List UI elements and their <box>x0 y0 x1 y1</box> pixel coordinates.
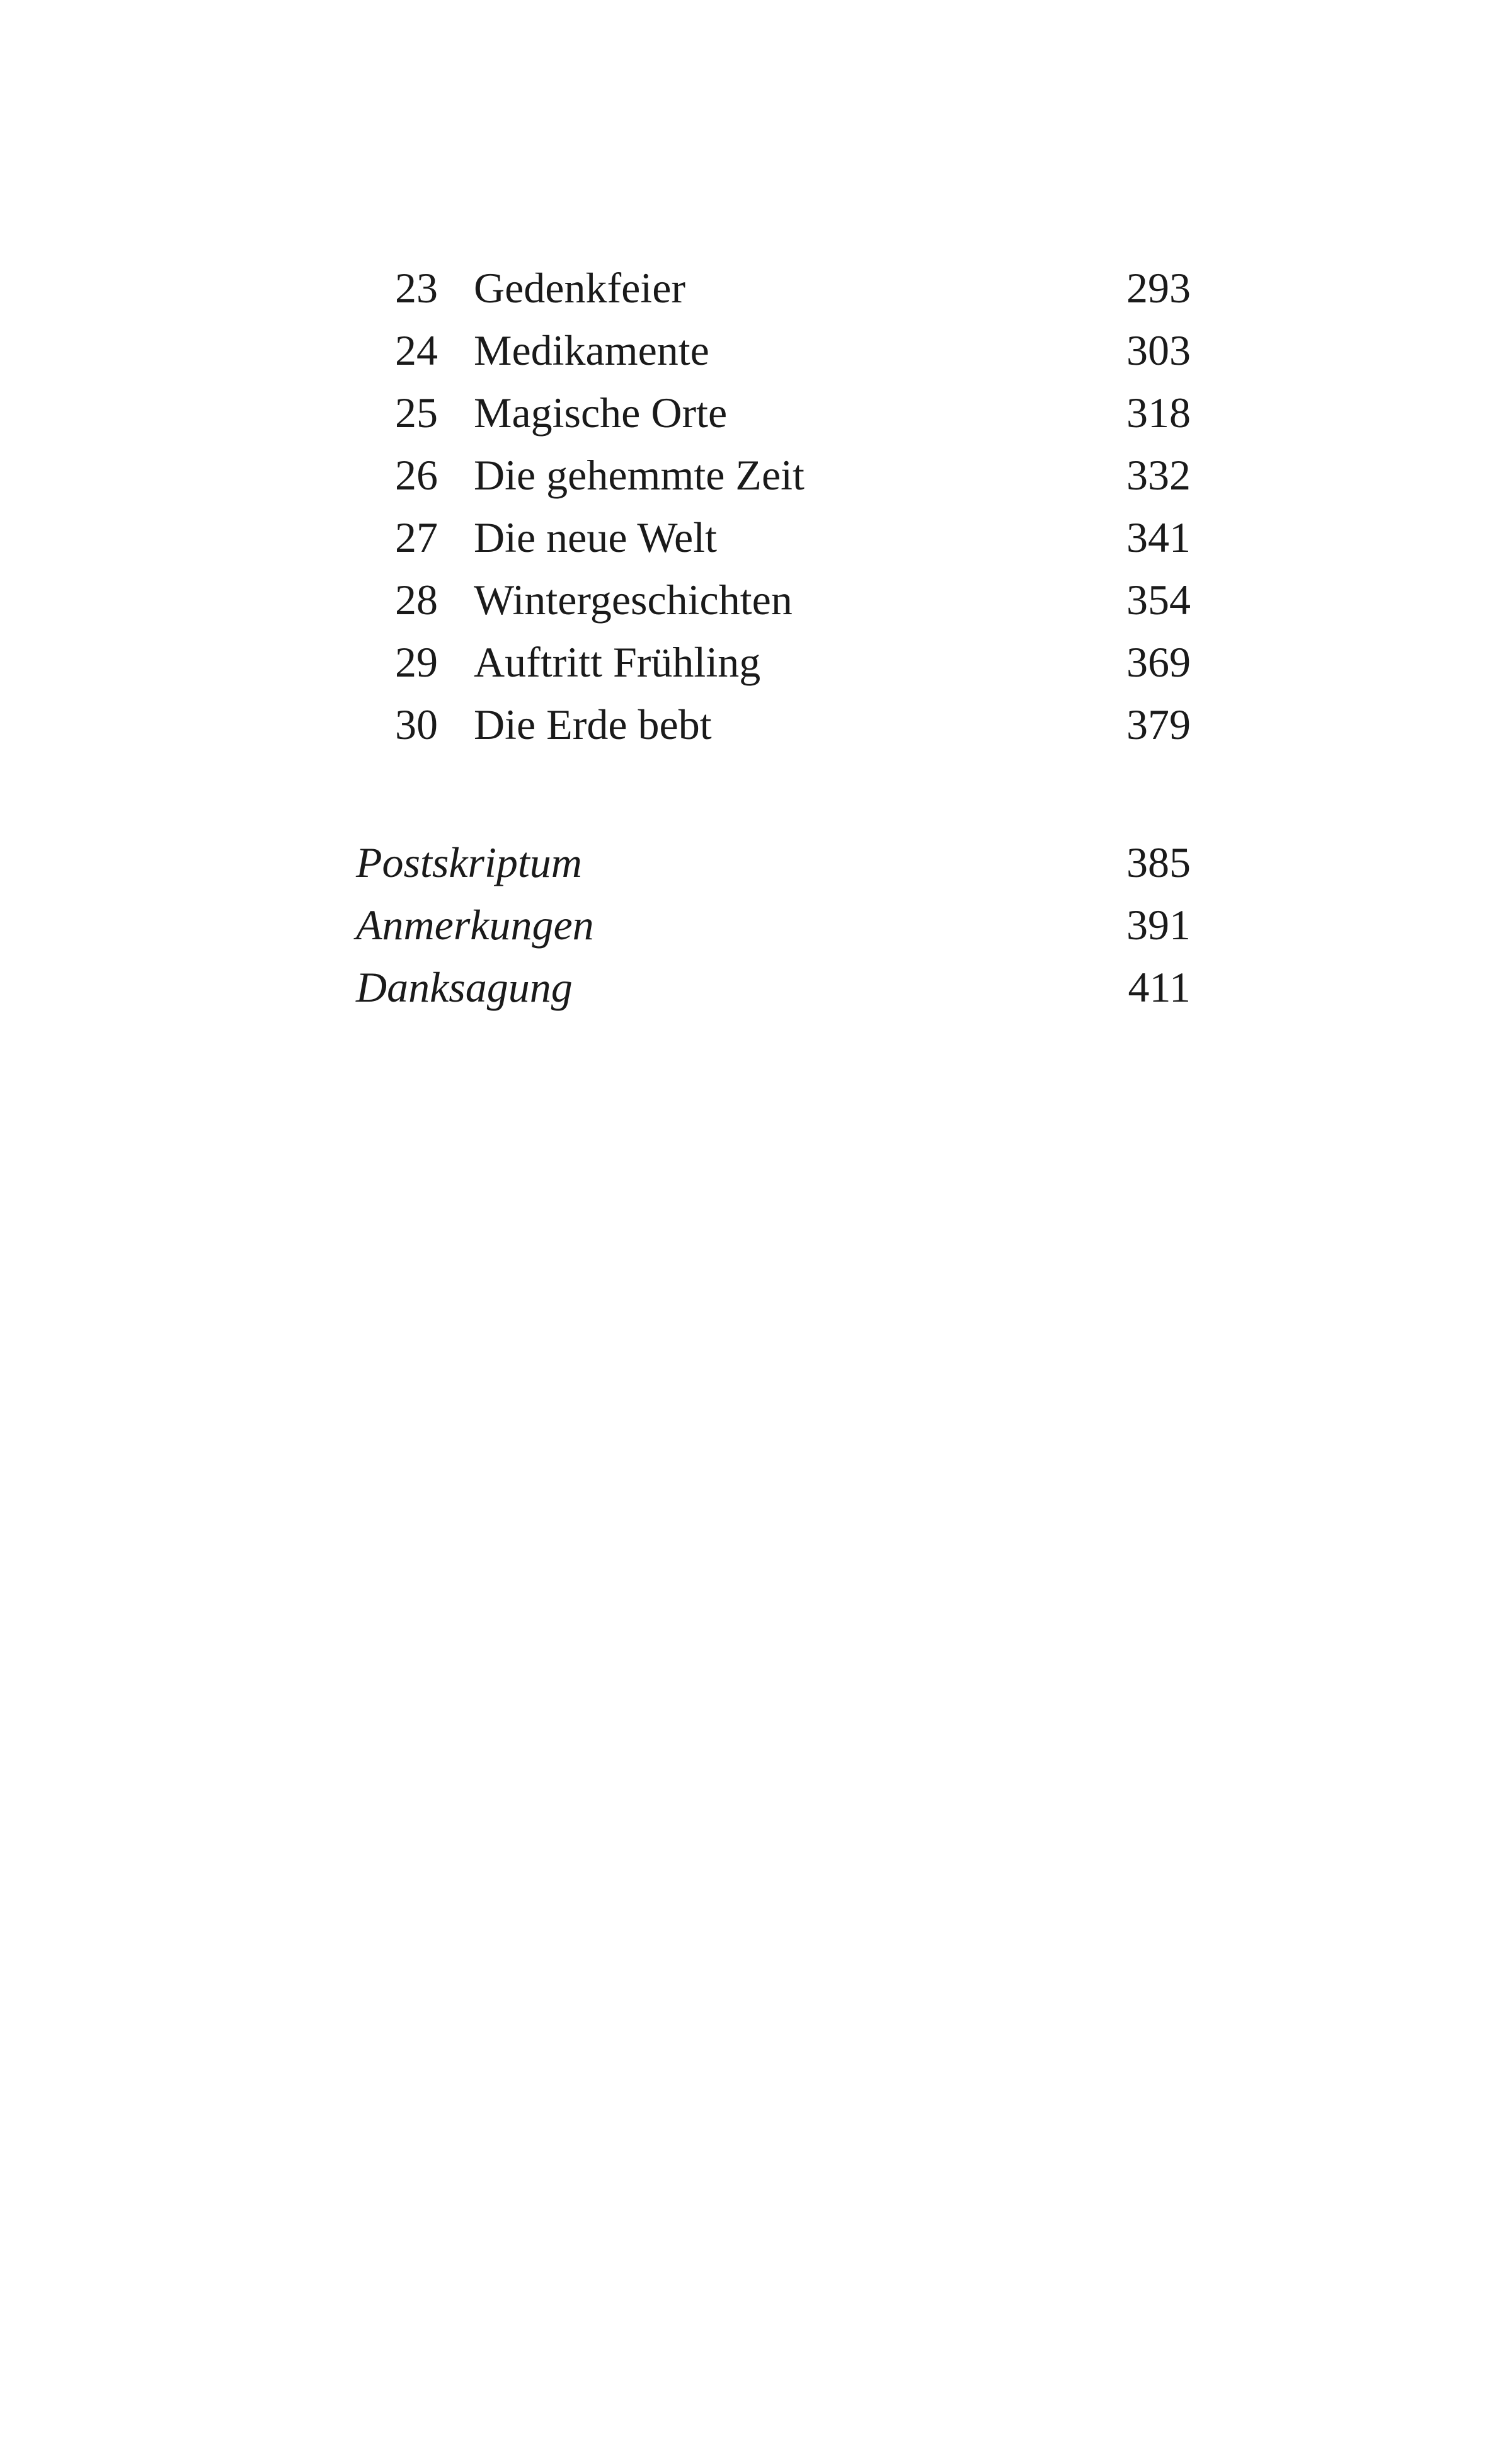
page-number: 379 <box>1126 701 1191 748</box>
page-number: 293 <box>1126 264 1191 312</box>
toc-entry-chapter-28 <box>353 569 1191 631</box>
section-spacer <box>353 756 1191 832</box>
page-number: 411 <box>1128 963 1191 1011</box>
chapter-number: 24 <box>395 326 438 374</box>
toc-entry-chapter-25 <box>353 382 1191 444</box>
page-number: 318 <box>1126 389 1191 437</box>
back-matter-title: Postskriptum <box>356 838 582 886</box>
chapter-number: 29 <box>395 638 438 686</box>
chapter-number: 27 <box>395 513 438 561</box>
chapter-number: 30 <box>395 701 438 748</box>
toc-entry-chapter-23 <box>353 257 1191 319</box>
chapter-title: Die Erde bebt <box>474 701 712 748</box>
page-number: 303 <box>1126 326 1191 374</box>
toc-entry-chapter-24 <box>353 319 1191 382</box>
chapter-number: 26 <box>395 451 438 499</box>
toc-entry-chapter-27 <box>353 506 1191 569</box>
chapter-title: Medikamente <box>474 326 709 374</box>
back-matter-title: Anmerkungen <box>356 901 594 949</box>
toc-entry-anmerkungen <box>353 894 1191 956</box>
chapter-number: 28 <box>395 576 438 624</box>
chapter-number: 25 <box>395 389 438 437</box>
chapter-number: 23 <box>395 264 438 312</box>
back-matter-title: Danksagung <box>356 963 573 1011</box>
page-number: 391 <box>1126 901 1191 949</box>
page-number: 332 <box>1126 451 1191 499</box>
toc-entry-postskriptum <box>353 832 1191 894</box>
chapter-title: Magische Orte <box>474 389 728 437</box>
page-number: 354 <box>1126 576 1191 624</box>
chapter-title: Auftritt Frühling <box>474 638 761 686</box>
chapter-title: Die gehemmte Zeit <box>474 451 805 499</box>
table-of-contents <box>353 257 1191 1019</box>
toc-entry-danksagung <box>353 956 1191 1019</box>
page-number: 341 <box>1126 513 1191 561</box>
page-number: 369 <box>1126 638 1191 686</box>
chapter-title: Wintergeschichten <box>474 576 793 624</box>
toc-entry-chapter-26 <box>353 444 1191 506</box>
toc-entry-chapter-30 <box>353 694 1191 756</box>
chapter-title: Gedenkfeier <box>474 264 686 312</box>
toc-entry-chapter-29 <box>353 631 1191 694</box>
chapter-title: Die neue Welt <box>474 513 718 561</box>
page-number: 385 <box>1126 838 1191 886</box>
